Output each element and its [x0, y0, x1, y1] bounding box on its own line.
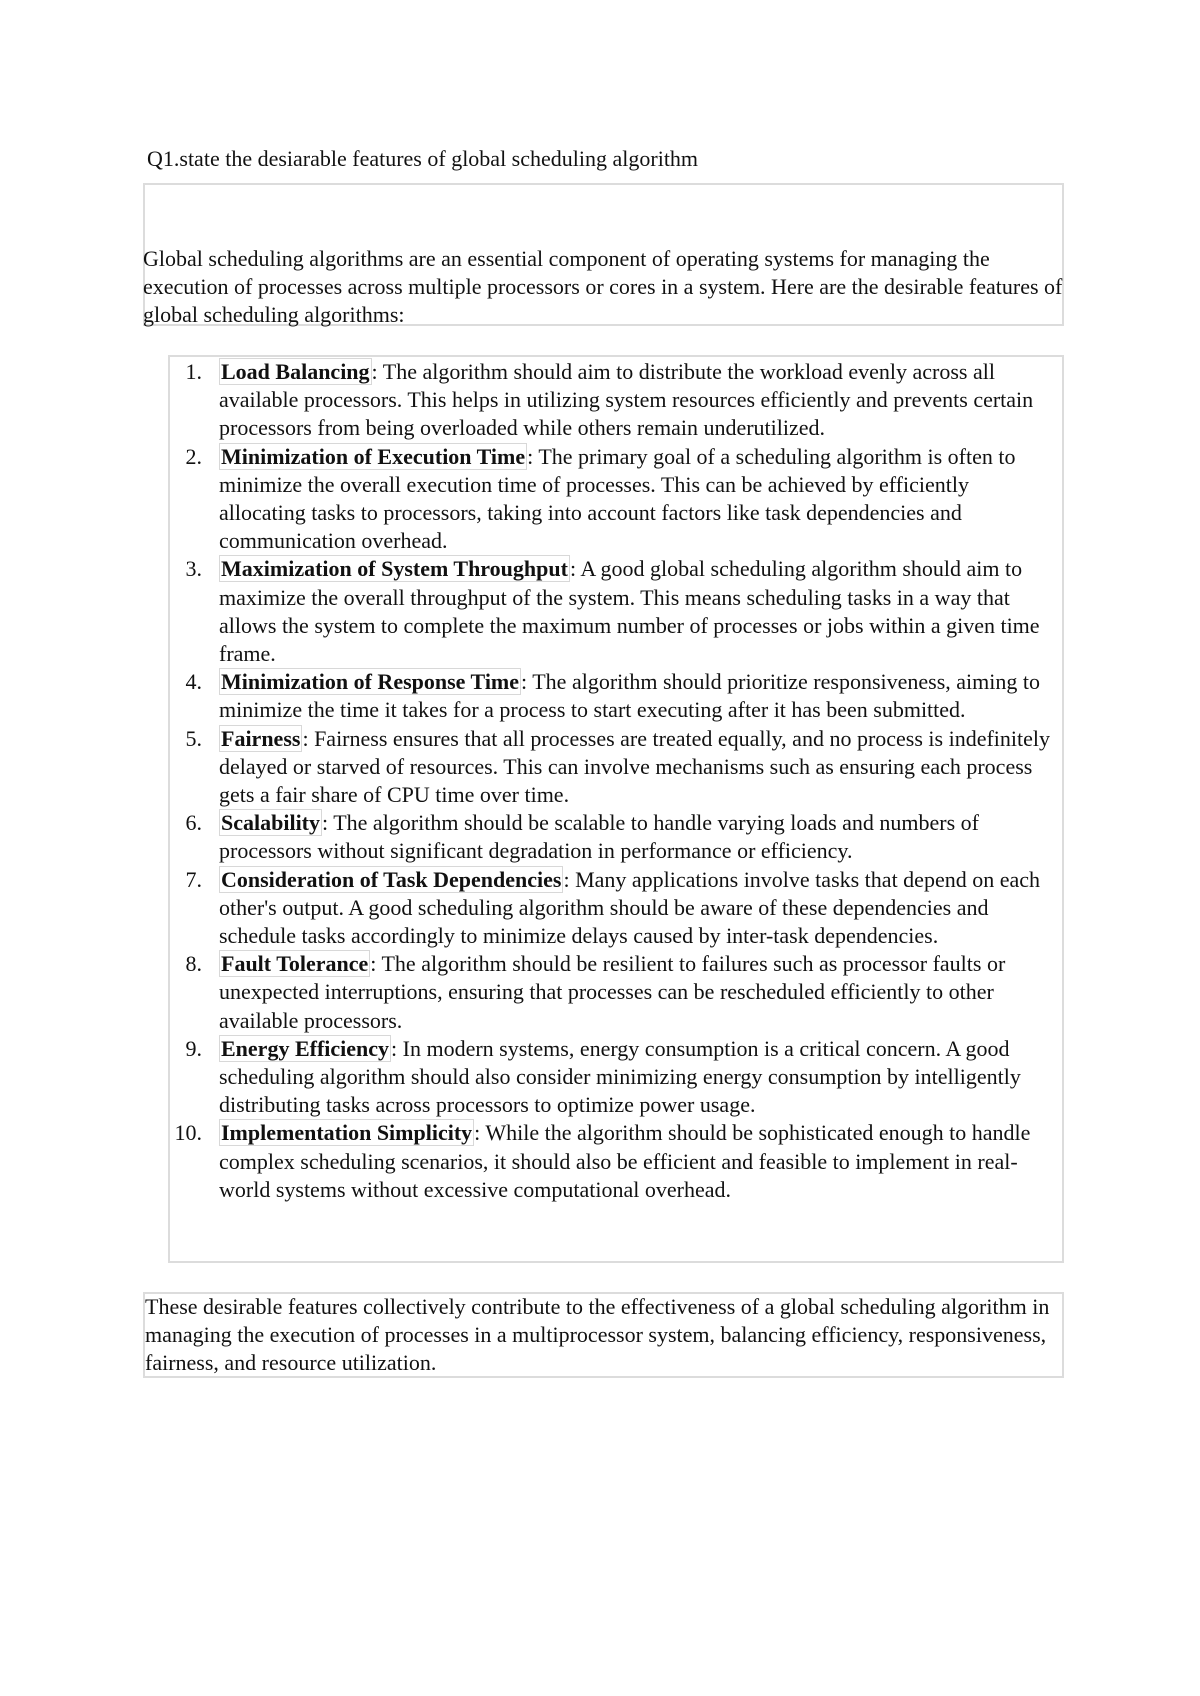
feature-title: Minimization of Response Time: [221, 669, 520, 695]
feature-title: Energy Efficiency: [221, 1035, 390, 1061]
feature-item: [168, 809, 1060, 865]
feature-title: Minimization of Execution Time: [221, 443, 526, 469]
features-list: [168, 358, 1060, 1204]
feature-description: : The algorithm should be scalable to handle varying loads and numbers of processors without significant degradation in performance or efficiency.: [219, 810, 980, 864]
feature-description: : Many applications involve tasks that depend on each other's output. A good scheduling algorithm should be aware of these dependencies and schedule tasks accordingly to minimize delays caused by inter-task dependencies.: [219, 866, 1040, 949]
feature-number: 2.: [185, 443, 202, 469]
feature-item: [168, 725, 1060, 810]
feature-title: Fault Tolerance: [221, 951, 369, 977]
feature-description: : The algorithm should aim to distribute the workload evenly across all available processors. This helps in utilizing system resources efficiently and prevents certain processors from being overloaded while others remain underutilized.: [219, 359, 1034, 441]
feature-item: [168, 950, 1060, 1035]
feature-item: [168, 358, 1060, 443]
feature-number: 7.: [185, 866, 202, 892]
feature-item: [168, 668, 1060, 724]
feature-title: Maximization of System Throughput: [221, 556, 568, 582]
feature-number: 1.: [185, 359, 202, 384]
feature-description: : The primary goal of a scheduling algorithm is often to minimize the overall execution time of processes. This can be achieved by efficiently allocating tasks to processors, taking into account factors like task dependencies and communication overhead.: [219, 443, 1016, 554]
feature-item: [168, 1035, 1060, 1120]
feature-title: Scalability: [221, 810, 321, 836]
feature-description: : In modern systems, energy consumption is a critical concern. A good scheduling algorithm should also consider minimizing energy consumption by intelligently distributing tasks across processors to optimize power usage.: [219, 1035, 1021, 1118]
feature-number: 6.: [185, 810, 202, 836]
feature-number: 3.: [185, 556, 202, 582]
feature-title: Load Balancing: [221, 359, 370, 384]
feature-number: 9.: [185, 1035, 202, 1061]
feature-item: [168, 555, 1060, 668]
conclusion-paragraph: These desirable features collectively contribute to the effectiveness of a global scheduling algorithm in managing the execution of processes in a multiprocessor system, balancing efficiency, responsiveness, fairness, and resource utilization.: [145, 1294, 1050, 1375]
feature-number: 8.: [185, 951, 202, 977]
question-heading: Q1.state the desiarable features of global scheduling algorithm: [147, 146, 699, 171]
feature-item: [168, 866, 1060, 951]
feature-description: : While the algorithm should be sophisticated enough to handle complex scheduling scenarios, it should also be efficient and feasible to implement in real-world systems without excessive computational overhead.: [219, 1120, 1031, 1202]
feature-title: Consideration of Task Dependencies: [221, 866, 562, 892]
intro-paragraph: Global scheduling algorithms are an essential component of operating systems for managing the execution of processes across multiple processors or cores in a system. Here are the desirable features of global scheduling algorithms:: [143, 246, 1063, 327]
feature-title: Implementation Simplicity: [221, 1120, 473, 1146]
feature-description: : Fairness ensures that all processes are treated equally, and no process is indefinitely delayed or starved of resources. This can involve mechanisms such as ensuring each process gets a fair share of CPU time over time.: [219, 725, 1051, 808]
feature-item: [168, 443, 1060, 556]
feature-description: : The algorithm should prioritize responsiveness, aiming to minimize the time it takes for a process to start executing after it has been submitted.: [219, 669, 1040, 723]
feature-number: 5.: [185, 725, 202, 751]
feature-number: 4.: [185, 669, 202, 695]
feature-description: : The algorithm should be resilient to failures such as processor faults or unexpected interruptions, ensuring that processes can be rescheduled efficiently to other available processors.: [219, 951, 1006, 1033]
feature-title: Fairness: [221, 725, 301, 751]
feature-number: 10.: [174, 1120, 202, 1146]
feature-description: : A good global scheduling algorithm should aim to maximize the overall throughput of the system. This means scheduling tasks in a way that allows the system to complete the maximum number of processes or jobs within a given time frame.: [219, 556, 1040, 667]
feature-item: [168, 1119, 1060, 1204]
